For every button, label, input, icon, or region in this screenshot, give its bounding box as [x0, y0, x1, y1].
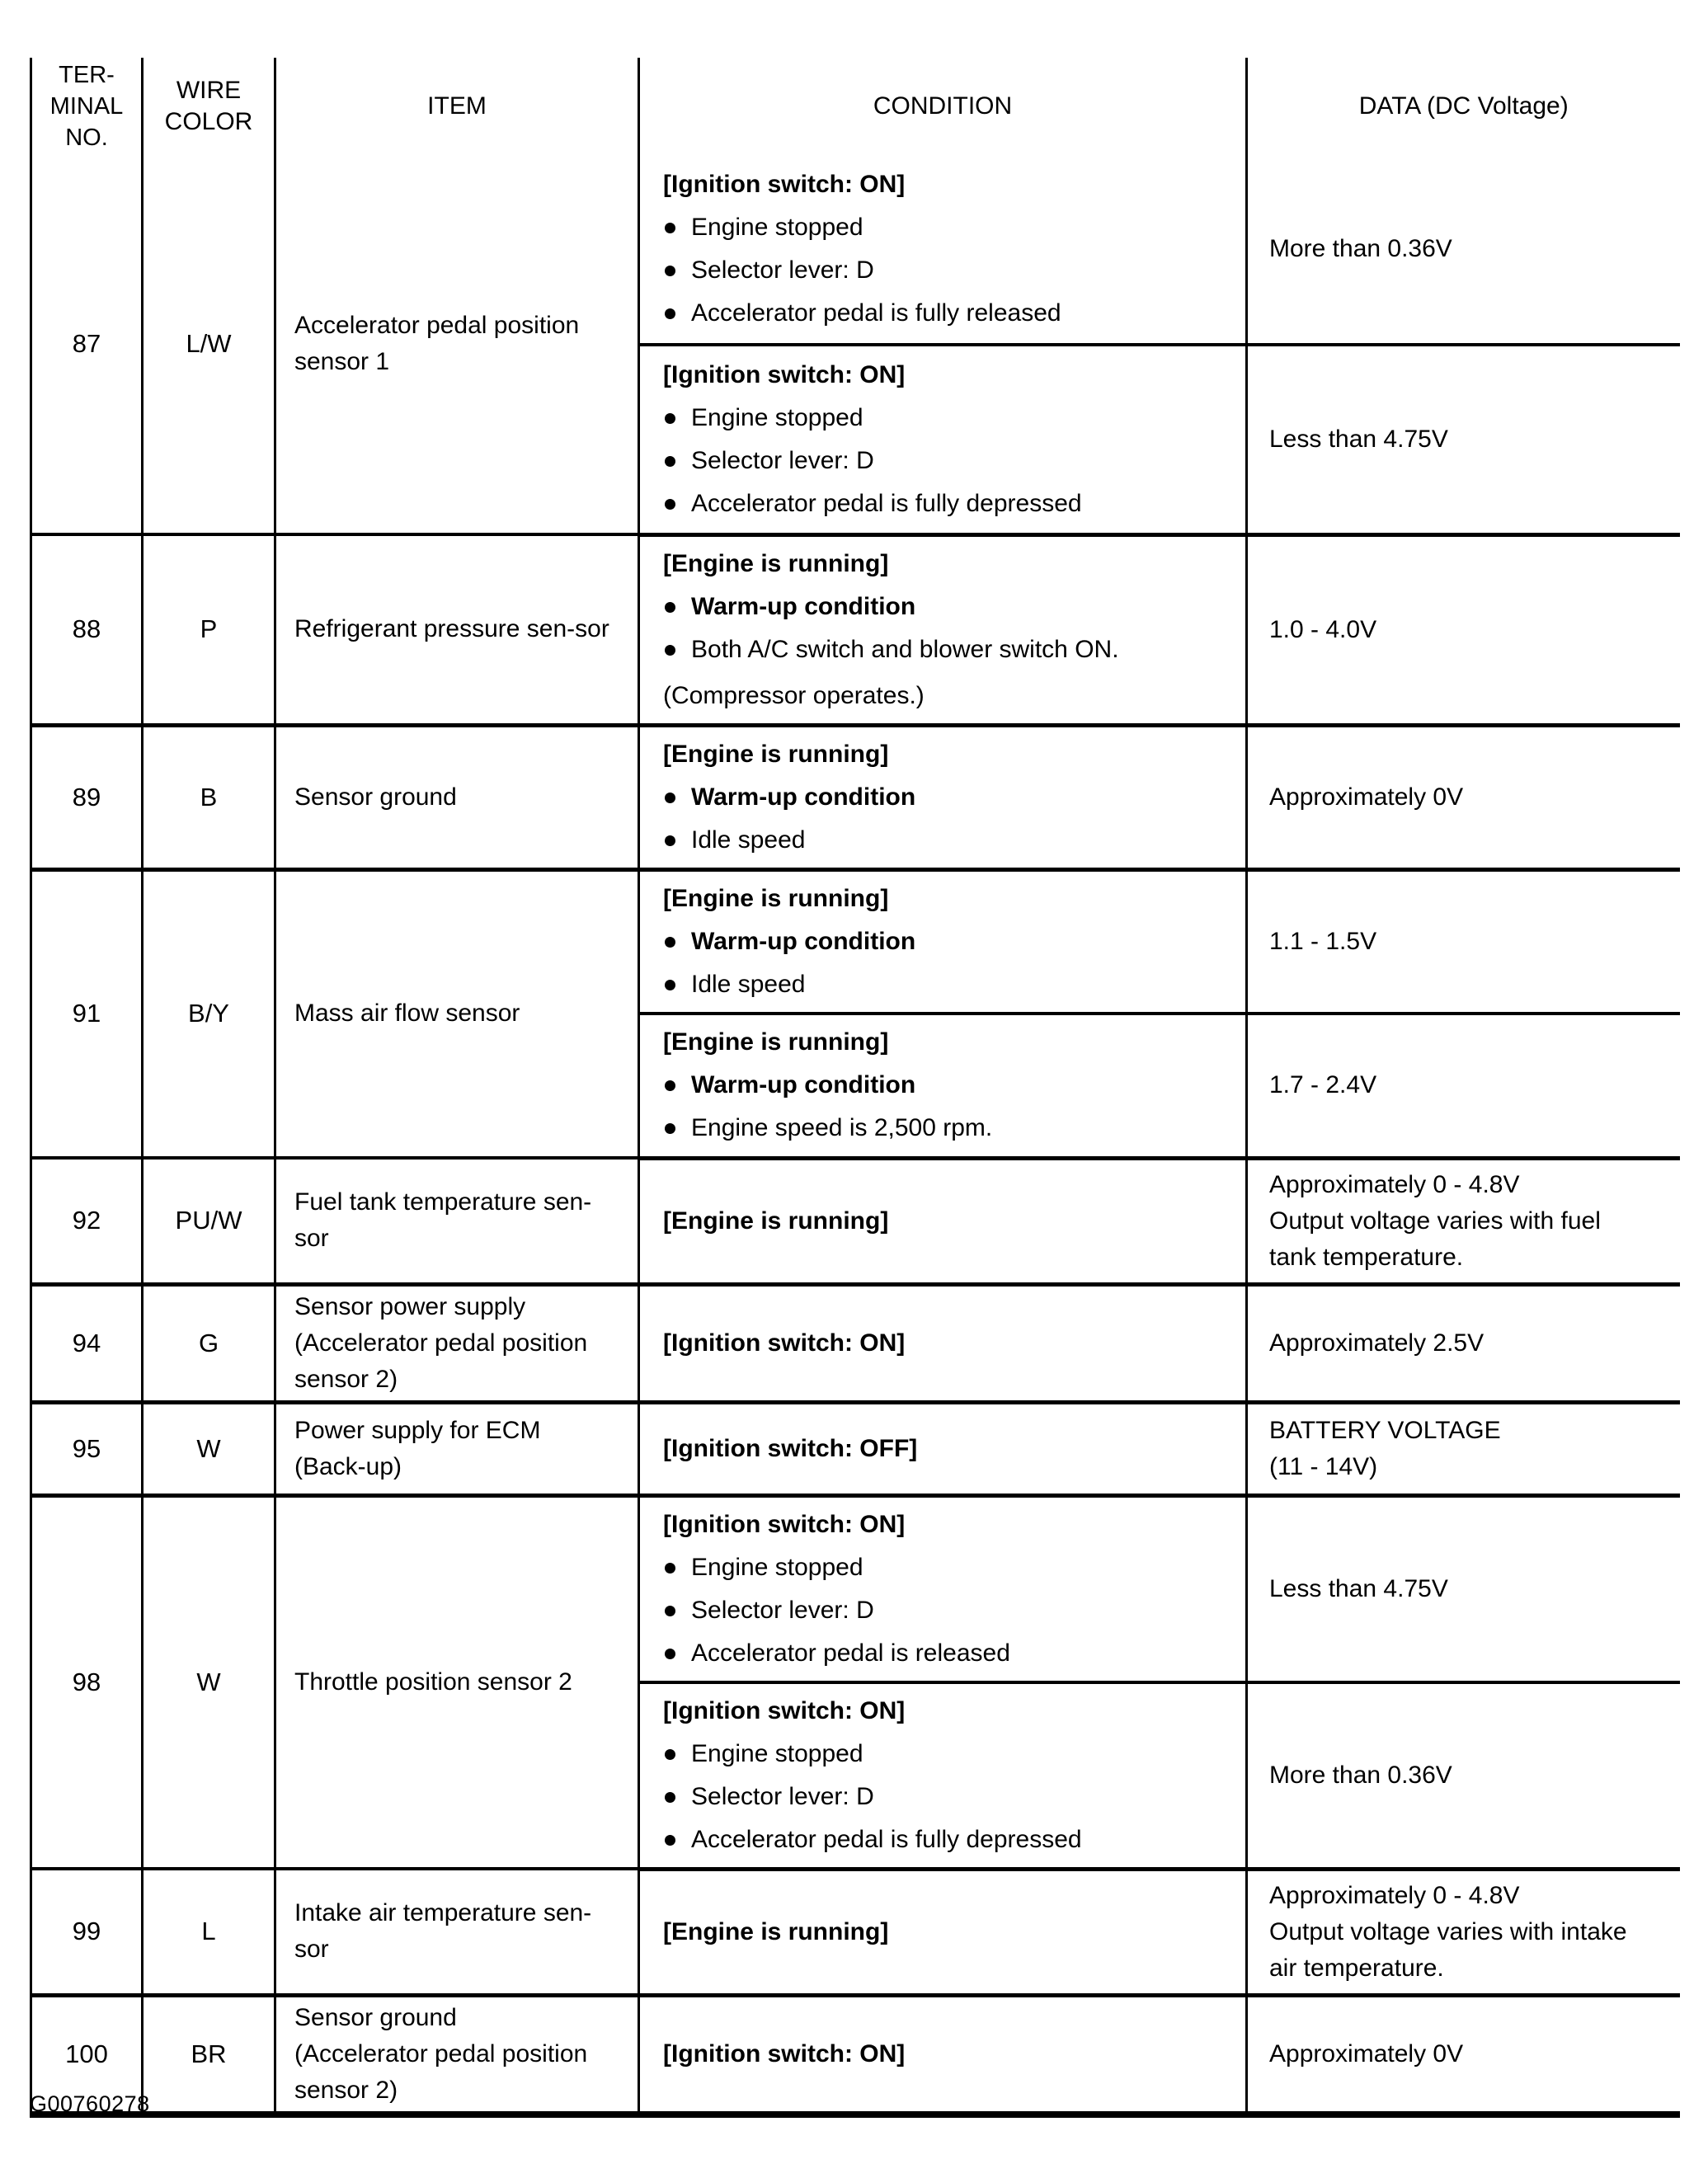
cell-data-voltage — [1247, 1284, 1680, 1402]
cell-condition — [639, 534, 1247, 725]
condition-bullet-list — [663, 1554, 1245, 1668]
condition-bullet-list — [663, 1071, 1245, 1142]
table-row — [31, 1869, 1680, 1995]
condition-bullet-text: Idle speed — [691, 826, 806, 854]
condition-bullet-item — [663, 971, 1245, 999]
cell-wire-color: BR — [143, 1995, 275, 2114]
condition-bullet-text: Selector lever: D — [691, 1596, 874, 1624]
table-row — [31, 869, 1680, 1014]
cell-wire-color: W — [143, 1495, 275, 1869]
data-line: (11 - 14V) — [1269, 1452, 1378, 1480]
cell-data-voltage — [1247, 345, 1680, 534]
cell-terminal-no: 98 — [31, 1495, 143, 1869]
condition-bullet-text: Engine speed is 2,500 rpm. — [691, 1114, 993, 1142]
data-line: Approximately 2.5V — [1269, 1329, 1485, 1357]
cell-condition — [639, 1402, 1247, 1495]
condition-bullet-item — [663, 1071, 1245, 1099]
bullet-icon — [665, 308, 675, 319]
data-line: 1.1 - 1.5V — [1269, 927, 1377, 955]
cell-wire-color: P — [143, 534, 275, 725]
condition-bullet-item — [663, 256, 1245, 285]
item-line: sensor 2) — [294, 2076, 398, 2104]
condition-bullet-text: Selector lever: D — [691, 446, 874, 474]
cell-data-voltage — [1247, 1869, 1680, 1995]
item-text: Accelerator pedal position sensor 1 — [294, 312, 580, 375]
condition-bullet-text: Engine stopped — [691, 1553, 863, 1581]
cell-data-voltage — [1247, 1682, 1680, 1870]
cell-item — [275, 534, 639, 725]
data-line: 1.7 - 2.4V — [1269, 1071, 1377, 1099]
condition-heading: [Ignition switch: ON] — [663, 1696, 906, 1724]
data-lines — [1269, 2036, 1680, 2072]
cell-data-voltage — [1247, 1495, 1680, 1682]
condition-bullet-item — [663, 783, 1245, 811]
condition-note-line: (Compressor operates.) — [663, 681, 925, 709]
header-row — [31, 58, 1680, 155]
header-line-3: NO. — [65, 125, 108, 151]
condition-bullet-text: Both A/C switch and blower switch ON. — [691, 635, 1119, 663]
condition-bullet-item — [663, 214, 1245, 242]
item-line: (Back-up) — [294, 1452, 402, 1480]
cell-condition — [639, 1014, 1247, 1158]
item-text: Refrigerant pressure sen-​sor — [294, 615, 609, 643]
condition-bullet-text: Selector lever: D — [691, 1782, 874, 1810]
cell-terminal-no: 94 — [31, 1284, 143, 1402]
bullet-icon — [665, 645, 675, 656]
cell-data-voltage — [1247, 534, 1680, 725]
data-lines — [1269, 612, 1680, 648]
condition-bullet-text: Accelerator pedal is released — [691, 1639, 1010, 1667]
cell-terminal-no: 100 — [31, 1995, 143, 2114]
cell-terminal-no: 87 — [31, 155, 143, 534]
data-lines — [1269, 1325, 1680, 1362]
cell-terminal-no: 95 — [31, 1402, 143, 1495]
condition-bullet-text: Selector lever: D — [691, 256, 874, 284]
condition-bullet-text: Warm-up condition — [691, 592, 916, 620]
cell-condition — [639, 1495, 1247, 1682]
item-text: Fuel tank temperature sen-​sor — [294, 1188, 592, 1253]
item-line: sensor 2) — [294, 1365, 398, 1393]
data-line: More than 0.36V — [1269, 1761, 1452, 1789]
cell-terminal-no: 91 — [31, 869, 143, 1158]
condition-bullet-item — [663, 447, 1245, 475]
condition-bullet-item — [663, 1783, 1245, 1811]
item-text: Throttle position sensor 2 — [294, 1668, 572, 1696]
table-header — [31, 58, 1680, 155]
item-line: (Accelerator pedal position — [294, 1329, 588, 1357]
data-line: air temperature. — [1269, 1954, 1444, 1982]
bullet-icon — [665, 793, 675, 803]
bullet-icon — [665, 499, 675, 510]
cell-item — [275, 1869, 639, 1995]
condition-bullet-item — [663, 636, 1245, 664]
item-line: Sensor power supply — [294, 1292, 526, 1320]
condition-bullet-item — [663, 1597, 1245, 1625]
table-row — [31, 1402, 1680, 1495]
bullet-icon — [665, 1606, 675, 1616]
cell-condition — [639, 345, 1247, 534]
cell-condition — [639, 1682, 1247, 1870]
cell-data-voltage — [1247, 1014, 1680, 1158]
cell-item — [275, 1495, 639, 1869]
bullet-icon — [665, 1563, 675, 1574]
bullet-icon — [665, 266, 675, 276]
table-row — [31, 534, 1680, 725]
cell-condition — [639, 155, 1247, 345]
cell-data-voltage — [1247, 725, 1680, 869]
cell-wire-color: L/W — [143, 155, 275, 534]
cell-data-voltage — [1247, 1995, 1680, 2114]
condition-bullet-item — [663, 490, 1245, 518]
data-line: Approximately 0 - 4.8V — [1269, 1170, 1520, 1198]
header-line-1: WIRE — [176, 77, 242, 104]
table-row — [31, 1284, 1680, 1402]
bullet-icon — [665, 456, 675, 467]
condition-bullet-text: Accelerator pedal is fully depressed — [691, 489, 1082, 517]
cell-condition — [639, 1284, 1247, 1402]
item-text: Sensor ground — [294, 783, 457, 811]
table-row — [31, 725, 1680, 869]
cell-condition — [639, 1995, 1247, 2114]
cell-wire-color: G — [143, 1284, 275, 1402]
data-line: Less than 4.75V — [1269, 425, 1448, 453]
data-lines — [1269, 1167, 1680, 1276]
cell-wire-color: W — [143, 1402, 275, 1495]
cell-terminal-no: 89 — [31, 725, 143, 869]
data-lines — [1269, 1878, 1680, 1987]
condition-heading: [Ignition switch: ON] — [663, 171, 906, 198]
condition-heading: [Engine is running] — [663, 1207, 889, 1235]
cell-terminal-no: 92 — [31, 1158, 143, 1284]
cell-condition — [639, 1158, 1247, 1284]
bullet-icon — [665, 1835, 675, 1846]
condition-heading: [Ignition switch: OFF] — [663, 1434, 918, 1462]
cell-condition — [639, 869, 1247, 1014]
item-text: Intake air temperature sen-​sor — [294, 1899, 592, 1964]
condition-bullet-item — [663, 1554, 1245, 1582]
table-row — [31, 1495, 1680, 1682]
condition-bullet-item — [663, 826, 1245, 854]
cell-condition — [639, 725, 1247, 869]
cell-condition — [639, 1869, 1247, 1995]
cell-item — [275, 869, 639, 1158]
cell-item — [275, 1995, 639, 2114]
data-line: tank temperature. — [1269, 1243, 1464, 1271]
column-header-data: DATA (DC Voltage) — [1247, 58, 1680, 155]
header-line-1: TER- — [59, 62, 115, 88]
condition-bullet-item — [663, 928, 1245, 956]
cell-data-voltage — [1247, 1158, 1680, 1284]
cell-item — [275, 155, 639, 534]
bullet-icon — [665, 835, 675, 846]
data-line: 1.0 - 4.0V — [1269, 615, 1377, 643]
condition-bullet-item — [663, 593, 1245, 621]
ecm-terminal-spec-table — [30, 58, 1680, 2118]
item-text: Mass air flow sensor — [294, 1000, 520, 1028]
bullet-icon — [665, 223, 675, 233]
column-header-condition: CONDITION — [639, 58, 1247, 155]
bullet-icon — [665, 1080, 675, 1091]
table-row — [31, 1995, 1680, 2114]
bullet-icon — [665, 602, 675, 613]
condition-bullet-text: Engine stopped — [691, 214, 863, 241]
data-lines — [1269, 1757, 1680, 1794]
data-line: More than 0.36V — [1269, 235, 1452, 262]
bullet-icon — [665, 1749, 675, 1760]
data-line: Output voltage varies with intake — [1269, 1917, 1627, 1945]
condition-bullet-text: Engine stopped — [691, 1739, 863, 1767]
item-line: Power supply for ECM — [294, 1416, 541, 1444]
data-line: Approximately 0 - 4.8V — [1269, 1881, 1520, 1909]
data-lines — [1269, 231, 1680, 267]
cell-wire-color: L — [143, 1869, 275, 1995]
data-lines — [1269, 1571, 1680, 1607]
bullet-icon — [665, 1792, 675, 1803]
condition-heading: [Engine is running] — [663, 740, 889, 768]
condition-bullet-text: Warm-up condition — [691, 783, 916, 811]
condition-bullet-list — [663, 783, 1245, 854]
condition-heading: [Ignition switch: ON] — [663, 360, 906, 388]
condition-bullet-list — [663, 214, 1245, 327]
cell-terminal-no: 99 — [31, 1869, 143, 1995]
cell-item — [275, 725, 639, 869]
condition-bullet-list — [663, 1740, 1245, 1854]
condition-heading: [Ignition switch: ON] — [663, 1510, 906, 1538]
condition-heading: [Engine is running] — [663, 1917, 889, 1945]
condition-bullet-item — [663, 1826, 1245, 1854]
condition-heading: [Ignition switch: ON] — [663, 2039, 906, 2067]
header-line-2: MINAL — [49, 93, 124, 120]
data-lines — [1269, 1413, 1680, 1485]
condition-bullet-text: Idle speed — [691, 970, 806, 998]
bullet-icon — [665, 1123, 675, 1134]
cell-item — [275, 1158, 639, 1284]
data-lines — [1269, 1067, 1680, 1103]
header-line-2: COLOR — [164, 108, 253, 135]
item-line: Sensor ground — [294, 2003, 457, 2031]
condition-heading: [Ignition switch: ON] — [663, 1329, 906, 1357]
data-line: Less than 4.75V — [1269, 1574, 1448, 1602]
condition-bullet-text: Warm-up condition — [691, 1071, 916, 1099]
bullet-icon — [665, 1649, 675, 1659]
data-line: BATTERY VOLTAGE — [1269, 1416, 1501, 1444]
column-header-item: ITEM — [275, 58, 639, 155]
condition-bullet-text: Accelerator pedal is fully depressed — [691, 1825, 1082, 1853]
bullet-icon — [665, 937, 675, 948]
column-header-wire-color — [143, 58, 275, 155]
condition-heading: [Engine is running] — [663, 1028, 889, 1056]
data-line: Approximately 0V — [1269, 2039, 1464, 2067]
table-row — [31, 155, 1680, 345]
data-lines — [1269, 924, 1680, 960]
cell-item — [275, 1284, 639, 1402]
condition-bullet-item — [663, 1740, 1245, 1768]
data-lines — [1269, 421, 1680, 458]
condition-bullet-item — [663, 1639, 1245, 1668]
condition-bullet-text: Warm-up condition — [691, 927, 916, 955]
condition-bullet-text: Accelerator pedal is fully released — [691, 299, 1061, 327]
condition-bullet-list — [663, 593, 1245, 710]
figure-id-label: G00760278 — [30, 2091, 150, 2116]
condition-heading: [Engine is running] — [663, 549, 889, 577]
cell-item — [275, 1402, 639, 1495]
data-line: Approximately 0V — [1269, 783, 1464, 811]
condition-bullet-text: Engine stopped — [691, 403, 863, 431]
condition-bullet-list — [663, 928, 1245, 999]
table-row — [31, 1158, 1680, 1284]
cell-wire-color: B/Y — [143, 869, 275, 1158]
table-body — [31, 155, 1680, 2114]
condition-heading: [Engine is running] — [663, 884, 889, 912]
condition-bullet-item — [663, 1114, 1245, 1142]
cell-wire-color: B — [143, 725, 275, 869]
data-line: Output voltage varies with fuel — [1269, 1207, 1601, 1235]
cell-data-voltage — [1247, 155, 1680, 345]
data-lines — [1269, 779, 1680, 816]
condition-bullet-item — [663, 299, 1245, 327]
column-header-terminal-no — [31, 58, 143, 155]
cell-wire-color: PU/W — [143, 1158, 275, 1284]
cell-terminal-no: 88 — [31, 534, 143, 725]
cell-data-voltage — [1247, 1402, 1680, 1495]
bullet-icon — [665, 980, 675, 990]
condition-bullet-list — [663, 404, 1245, 518]
cell-data-voltage — [1247, 869, 1680, 1014]
item-line: (Accelerator pedal position — [294, 2039, 588, 2067]
bullet-icon — [665, 413, 675, 424]
condition-bullet-item — [663, 404, 1245, 432]
